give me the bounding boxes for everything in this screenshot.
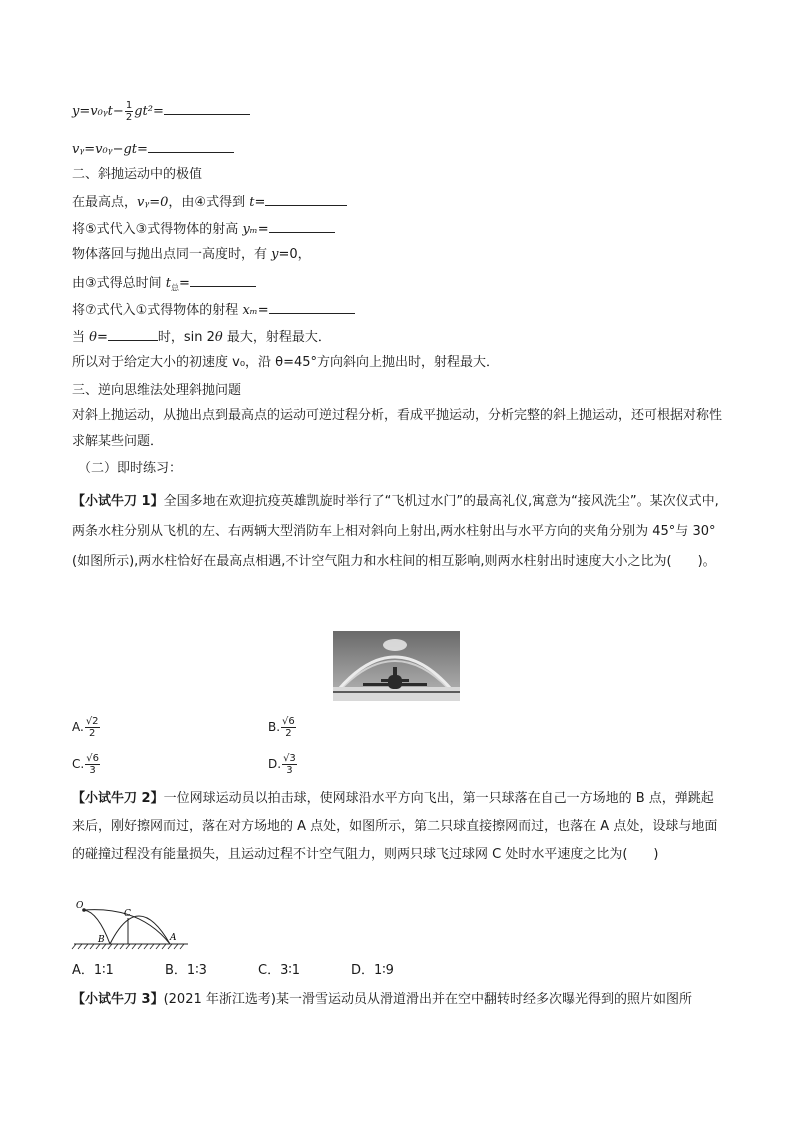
answer-blank[interactable] [164, 102, 250, 115]
question-2-body: 一位网球运动员以拍击球，使网球沿水平方向飞出，第一只球落在自己一方场地的 B 点，弹跳起来后，刚好擦网而过，落在对方场地的 A 点处，如图所示，第二只球直接擦网而过，也落在 A 点处，设球与地面的碰撞过程没有能量损失，且运动过程不计空气阻力，则两只球飞过球网 C 处时水平速度之比为( ) [72, 791, 718, 862]
formula-vy-text: vᵧ=v₀ᵧ−gt= [72, 142, 148, 157]
formula-vy [72, 140, 234, 158]
section2-line5: 将⑦式代入①式得物体的射程 xₘ= [72, 301, 355, 319]
q2-option-a[interactable]: A．1∶1 [72, 963, 114, 978]
section2-line2: 将⑤式代入③式得物体的射高 yₘ= [72, 220, 335, 238]
answer-blank[interactable] [269, 301, 355, 314]
section3-body: 对斜上抛运动，从抛出点到最高点的运动可逆过程分析，看成平抛运动，分析完整的斜上抛运动，还可根据对称性求解某些问题． [72, 408, 723, 449]
practice-heading: （二）即时练习： [78, 461, 183, 476]
question-1-body: 全国多地在欢迎抗疫英雄凯旋时举行了“飞机过水门”的最高礼仪,寓意为“接风洗尘”。某次仪式中,两条水柱分别从飞机的左、右两辆大型消防车上相对斜向上射出,两水柱射出与水平方向的夹角分别为 45°与 30°(如图所示),两水柱恰好在最高点相遇,不计空气阻力和水柱间的相互影响,则两水柱射出时速度大小之比为( )。 [72, 494, 719, 569]
question-2-tag: 【小试牛刀 2】 [72, 791, 164, 806]
q1-option-d[interactable]: D. $\frac{√3}{3}$ [268, 753, 296, 776]
answer-blank[interactable] [265, 193, 347, 206]
tennis-trajectory-diagram [70, 898, 192, 952]
section3-heading: 三、逆向思维法处理斜抛问题 [72, 383, 242, 398]
question-1-tag: 【小试牛刀 1】 [72, 494, 164, 509]
q1-option-a[interactable]: A. $\frac{√2}{2}$ [72, 716, 99, 739]
section2-line1: 在最高点，vᵧ=0，由④式得到 t= [72, 193, 347, 211]
formula-y [72, 100, 250, 123]
question-2 [72, 785, 724, 869]
label-a: A [170, 933, 177, 943]
fraction-half: $\frac{1}{2}$ [125, 100, 133, 123]
section2-line4: 由③式得总时间 $t_总=$ [72, 274, 256, 297]
answer-blank[interactable] [190, 274, 256, 287]
question-3-tag: 【小试牛刀 3】 [72, 992, 164, 1007]
q2-option-c[interactable]: C．3∶1 [258, 963, 301, 978]
label-o: O [76, 901, 84, 911]
q1-option-c[interactable]: C. $\frac{√6}{3}$ [72, 753, 99, 776]
section2-line6: 当 θ= 时，sin 2θ 最大，射程最大． [72, 330, 331, 345]
formula-y-tail: gt²= [134, 104, 164, 119]
q2-option-d[interactable]: D．1∶9 [351, 963, 394, 978]
question-3 [72, 992, 692, 1008]
q2-option-b[interactable]: B．1∶3 [165, 963, 207, 978]
section2-heading: 二、斜抛运动中的极值 [72, 167, 203, 182]
answer-blank[interactable] [108, 328, 158, 341]
water-salute-photo [333, 631, 460, 701]
section2-line3: 物体落回与抛出点同一高度时，有 y=0， [72, 247, 311, 262]
label-c: C [124, 909, 131, 919]
label-b: B [98, 935, 105, 945]
section2-line7: 所以对于给定大小的初速度 v₀，沿 θ=45°方向斜向上抛出时，射程最大． [72, 355, 500, 370]
answer-blank[interactable] [269, 220, 335, 233]
question-1 [72, 487, 724, 577]
question-3-body: (2021 年浙江选考)某一滑雪运动员从滑道滑出并在空中翻转时经多次曝光得到的照片如图所 [163, 992, 692, 1007]
answer-blank[interactable] [148, 140, 234, 153]
formula-y-lhs: y=v₀ᵧt− [72, 104, 124, 119]
q1-option-b[interactable]: B. $\frac{√6}{2}$ [268, 716, 295, 739]
